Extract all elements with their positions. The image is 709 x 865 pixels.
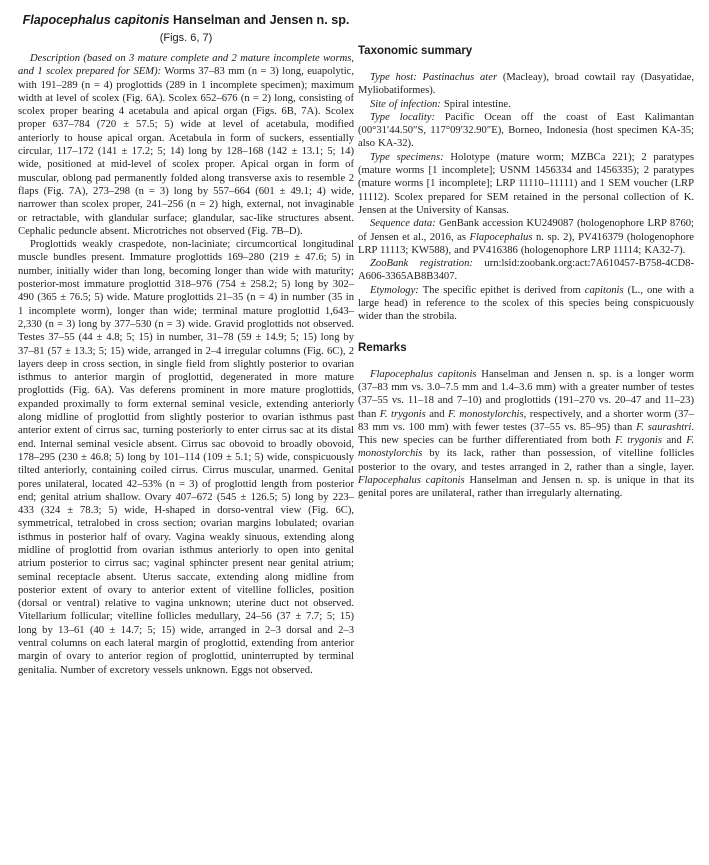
description-paragraph-2: Proglottids weakly craspedote, non-laciniate; circumcortical longitudinal muscle bundles present. Immature proglottids 169–280 (219 ± 47.6; 5) in number, initially wider than long, becoming longer than wide with maturity; posterior-most immature proglottid 318–976 (754 ± 258.2; 5) long by 302–490 (365 ± 76.5; 5) wide. Mature proglottids 21–35 (n = 4) in number (35 in 1 incomplete worm), longer than wide; terminal mature proglottid 1,643–2,330 (n = 3) long by 377–530 (n = 3) wide. Gravid proglottids not observed. Testes 37–55 (44 ± 4.8; 5; 15) in number, 31–78 (59 ± 14.9; 5; 15) long by 37–81 (57 ± 13.3; 5; 15) wide, arranged in 2–4 irregular columns (Fig. 6C), 2 layers deep in cross section, in single field from slightly posterior to ovarian isthmus to anterior margin of proglottid, degenerated in more mature proglottids (Fig. 6A). Vas deferens prominent in more mature proglottids, expanded proximally to form external seminal vesicle, extending anteriorly along midline of proglottid from slightly posterior to ovarian isthmus past anterior extent of cirrus sac, turning posteriorly to enter cirrus sac at its distal end. Internal seminal vesicle absent. Cirrus sac obovoid to broadly obovoid, 178–295 (230 ± 46.8; 5) long by 101–114 (109 ± 5.1; 5) wide, conspicuously tilted anteriorly, containing coiled cirrus. Cirrus muscular, unarmed. Genital pores unilateral, located 42–53% (n = 3) of proglottid length from posterior end; genital atrium shallow. Ovary 407–672 (545 ± 126.5; 5) long by 223–433 (324 ± 78.3; 5) wide, H-shaped in dorso-ventral view (Fig. 6C), symmetrical, tetralobed in cross section; ovarian margins lobulated; ovarian isthmus in posterior half of ovary. Vagina weakly sinuous, extending along midline of proglottid from ovarian isthmus anteriorly to open into genital atrium posterior to cirrus sac; vaginal sphincter present near genital atrium; seminal receptacle absent. Uterus saccate, extending along midline from posterior extent of ovary to anterior extent of vitelline follicles, position (dorsal or ventral) relative to vagina unknown; uterine duct not observed. Vitellarium follicular; vitelline follicles medullary, 24–56 (37 ± 7.7; 5; 15) long by 13–61 (40 ± 14.7; 5; 15) wide, arranged in 2–3 dorsal and 2–3 ventral columns on each lateral margin of proglottid, extending from anterior margin of ovary to anterior region of proglottid, uninterrupted by terminal genitalia. Number of excretory vessels unknown. Eggs not observed. — [18, 239, 354, 676]
taxonomy-paragraph-sequence-data: Sequence data: GenBank accession KU249087 (hologenophore LRP 8760; of Jensen et al., 2016, as Flapocephalus n. sp. 2), PV416379 (hologenophore LRP 11113; KW588), and PV416386 (hologenophore LRP 11114; KA32-7). — [358, 218, 695, 256]
description-paragraph-1: Description (based on 3 mature complete and 2 mature incomplete worms, and 1 scolex prepared for SEM): Worms 37–83 mm (n = 3) long, euapolytic, with 191–289 (n = 4) proglottids (289 in 1 incomplete specimen); maximum width at level of scolex (Fig. 6A). Scolex 652–676 (n = 2) long, consisting of scolex proper bearing 4 acetabula and apical organ (Figs. 6B, 7A). Scolex proper 637–784 (720 ± 57.5; 5) wide at level of acetabula, modified anteriorly to house apical organ. Acetabula in form of suckers, essentially circular, 117–172 (141 ± 17.2; 5; 14) long by 128–168 (142 ± 13.1; 5; 14) wide, positioned at mid-level of scolex proper. Apical organ in form of muscular, oblong pad permanently folded along transverse axis to resemble 2 flaps (Fig. 7A), 273–298 (n = 3) long by 557–664 (601 ± 49.1; 4) wide, narrower than scolex proper, 241–256 (n = 2) high, external, not invaginable or retractable, with glandular surface; glandular, sac-like structures absent. Cephalic peduncle absent. Microtriches not observed (Fig. 7B–D). — [18, 53, 354, 237]
section-heading-taxonomic-summary: Taxonomic summary — [358, 45, 473, 57]
taxonomy-paragraph-zoobank-registration: ZooBank registration: urn:lsid:zoobank.org:act:7A610457-B758-4CD8-A606-3365AB8B3407. — [358, 258, 694, 283]
remarks-paragraph: Flapocephalus capitonis Hanselman and Jensen n. sp. is a longer worm (37–83 mm vs. 3.0–7.5 mm and 1.4–3.6 mm) with a greater number of testes (37–55 vs. 11–18 and 7–10) and proglottids (191–270 vs. 20–47 and 11–23) than F. trygonis and F. monostylorchis, respectively, and a shorter worm (37–83 mm vs. 100 mm) with fewer testes (37–55 vs. 85–95) than F. saurashtri. This new species can be further differentiated from both F. trygonis and F. monostylorchis by its lack, rather than possession, of vitelline follicles posterior to the ovary, and testes arranged in 2, rather than a single, layer. Flapocephalus capitonis Hanselman and Jensen n. sp. is unique in that its genital pores are unilateral, rather than irregularly alternating. — [358, 368, 695, 500]
taxonomy-paragraph-etymology: Etymology: The specific epithet is derived from capitonis (L., one with a large head) in reference to the scolex of this species being conspicuously wider than the strobila. — [358, 284, 694, 323]
section-heading-remarks: Remarks — [358, 341, 407, 354]
species-title: Flapocephalus capitonis Hanselman and Jensen n. sp. — [22, 13, 350, 27]
taxonomy-paragraph-type-host: Type host: Pastinachus ater (Macleay), broad cowtail ray (Dasyatidae, Myliobatiformes). — [358, 72, 695, 97]
taxonomy-paragraph-site-of-infection: Site of infection: Spiral intestine. — [370, 98, 511, 110]
figure-reference: (Figs. 6, 7) — [159, 32, 213, 44]
right-column — [358, 44, 694, 501]
taxonomy-paragraph-type-specimens: Type specimens: Holotype (mature worm; MZBCa 221); 2 paratypes (mature worms [1 incomplete]; USNM 1456334 and 1456335); 2 paratypes (mature worms [1 incomplete]; LRP 11110–11111) and 1 SEM voucher (LRP 11112). Scolex prepared for SEM retained in the personal collection of K. Jensen at the University of Kansas. — [358, 151, 694, 216]
left-column — [18, 12, 354, 677]
taxonomy-paragraph-type-locality: Type locality: Pacific Ocean off the coast of East Kalimantan (00°31′44.50″S, 117°09′32.90″E), Borneo, Indonesia (host specimen KA-35; also KA-32). — [358, 111, 695, 150]
